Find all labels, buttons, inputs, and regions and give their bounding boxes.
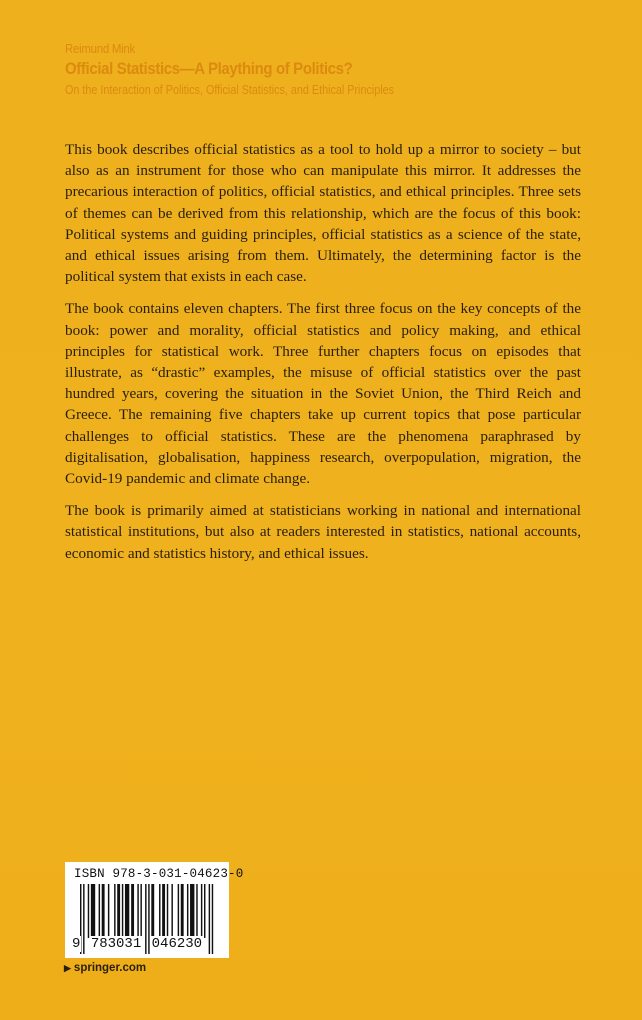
barcode-bar xyxy=(212,884,213,954)
blurb-paragraph: The book contains eleven chapters. The first three focus on the key concepts of the book: power and morality, official statistics and policy making, and ethical principles for statistical work. Three further chapters focus on episodes that illustrate, as “drastic” examples, the misuse of official statistics over the past hundred years, covering the situation in the Soviet Union, the Third Reich and Greece. The remaining five chapters take up current topics that pose particular challenges to official statistics. These are the phenomena paraphrased by digitalisation, globalisation, happiness research, overpopulation, migration, the Covid-19 pandemic and climate change. xyxy=(65,300,581,488)
barcode-bar xyxy=(108,884,109,938)
triangle-right-icon: ▶ xyxy=(64,963,71,973)
springer-link-text: springer.com xyxy=(73,962,147,974)
barcode-bar xyxy=(178,884,179,938)
isbn-label: ISBN 978-3-031-04623-0 xyxy=(74,867,244,881)
barcode-bar xyxy=(167,884,168,938)
barcode-bar xyxy=(181,884,184,938)
cover-header xyxy=(65,41,461,97)
barcode-bar xyxy=(125,884,129,938)
barcode-bar xyxy=(131,884,134,938)
barcode-bar xyxy=(201,884,202,938)
barcode-bar xyxy=(159,884,160,938)
blurb-paragraph: This book describes official statistics as a tool to hold up a mirror to society – but also as an instrument for those who can manipulate this mirror. It addresses the precarious interaction of politics, official statistics, and ethical principles. Three sets of themes can be derived from this relationship, which are the focus of this book: Political systems and guiding principles, official statistics as a science of the state, and ethical issues arising from them. Ultimately, the determining factor is the political system that exists in each case. xyxy=(65,141,581,286)
barcode-bar xyxy=(99,884,100,938)
isbn-barcode xyxy=(65,862,244,958)
barcode-digit-first: 9 xyxy=(72,936,81,952)
blurb-paragraph: The book is primarily aimed at statisticians working in national and international statistical institutions, but also at readers interested in statistics, national accounts, economic and statistics history, and ethical issues. xyxy=(65,502,581,562)
barcode-bar xyxy=(88,884,89,938)
springer-link[interactable] xyxy=(64,962,146,974)
barcode-bar xyxy=(140,884,141,938)
barcode-bar xyxy=(151,884,154,938)
barcode-bar xyxy=(190,884,194,938)
barcode-bar xyxy=(187,884,188,938)
barcode-bar xyxy=(122,884,123,938)
barcode-bar xyxy=(91,884,95,938)
barcode-bar xyxy=(137,884,138,938)
barcode-bar xyxy=(196,884,197,938)
book-subtitle: On the Interaction of Politics, Official Statistics, and Ethical Principles xyxy=(65,82,395,97)
author-name: Reimund Mink xyxy=(65,41,135,56)
barcode-bar xyxy=(102,884,105,938)
barcode-bar xyxy=(171,884,172,938)
barcode-bar xyxy=(204,884,205,938)
barcode-digits xyxy=(71,936,203,952)
barcode-bar xyxy=(162,884,165,938)
blurb xyxy=(65,139,581,575)
barcode-bar xyxy=(117,884,120,938)
barcode-bar xyxy=(209,884,210,954)
barcode-bar xyxy=(114,884,115,938)
barcode-digits-right: 046230 xyxy=(151,936,203,952)
barcode-digits-left: 783031 xyxy=(90,936,142,952)
book-title: Official Statistics—A Plaything of Politics? xyxy=(65,59,353,78)
